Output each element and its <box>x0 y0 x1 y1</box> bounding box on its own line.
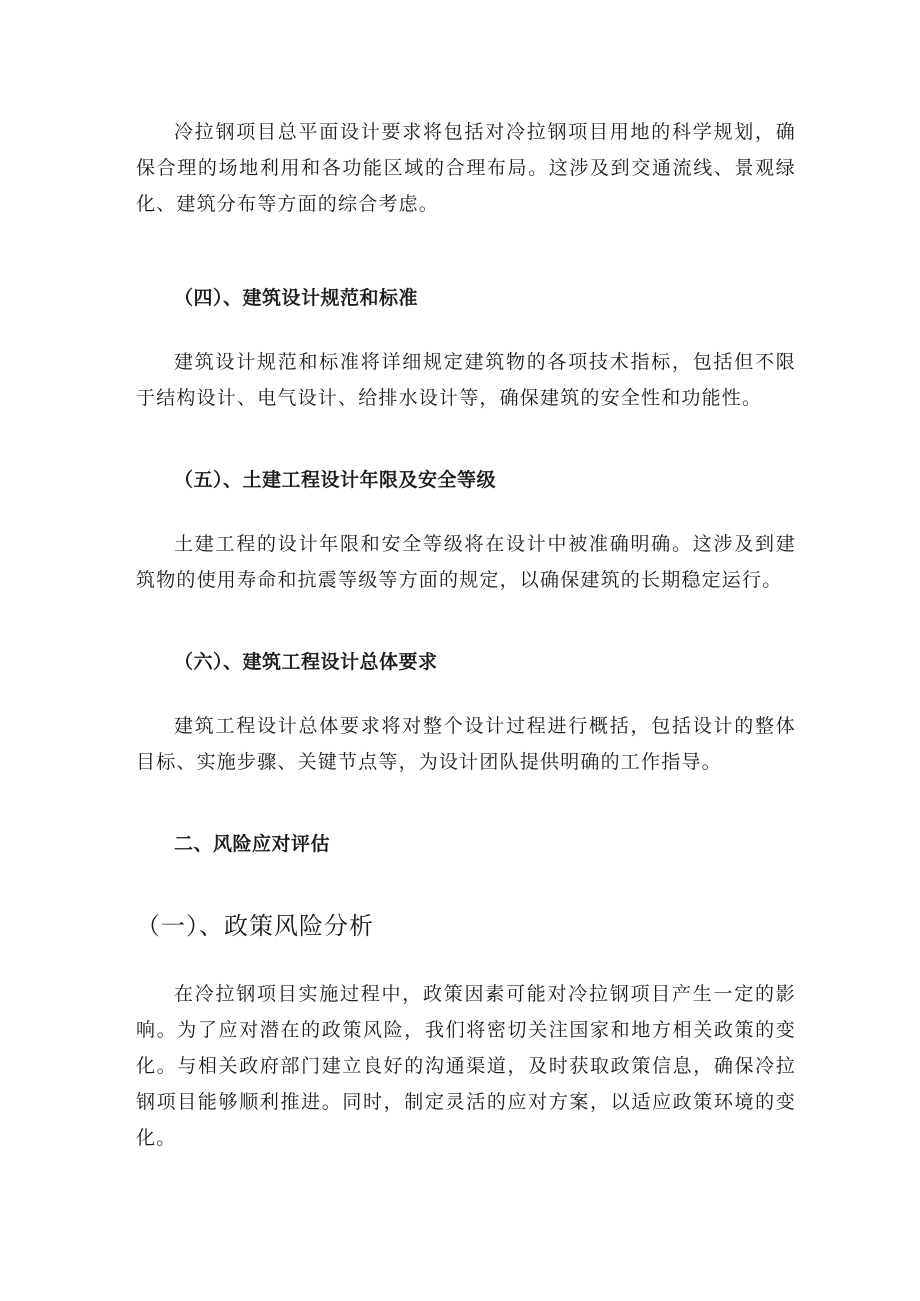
paragraph-policy-risk <box>136 976 796 1156</box>
paragraph-text: 冷拉钢项目总平面设计要求将包括对冷拉钢项目用地的科学规划，确保合理的场地利用和各功能区域的合理布局。这涉及到交通流线、景观绿化、建筑分布等方面的综合考虑。 <box>136 121 796 215</box>
chapter-heading: 二、风险应对评估 <box>174 833 331 855</box>
heading-policy-risk <box>136 906 796 946</box>
subsection-heading: （一）、政策风险分析 <box>136 912 374 940</box>
paragraph-overall-requirements <box>136 708 796 780</box>
heading-civil-engineering <box>136 462 796 498</box>
paragraph-building-standards <box>136 344 796 416</box>
paragraph-text: 土建工程的设计年限和安全等级将在设计中被准确明确。这涉及到建筑物的使用寿命和抗震等级等方面的规定，以确保建筑的长期稳定运行。 <box>136 533 796 591</box>
paragraph-text: 建筑工程设计总体要求将对整个设计过程进行概括，包括设计的整体目标、实施步骤、关键节点等，为设计团队提供明确的工作指导。 <box>136 715 796 773</box>
paragraph-text: 建筑设计规范和标准将详细规定建筑物的各项技术指标，包括但不限于结构设计、电气设计、给排水设计等，确保建筑的安全性和功能性。 <box>136 351 796 409</box>
heading-building-standards <box>136 280 796 316</box>
section-heading: （四）、建筑设计规范和标准 <box>174 287 419 309</box>
section-heading: （六）、建筑工程设计总体要求 <box>174 651 438 673</box>
heading-risk-assessment <box>136 826 796 862</box>
heading-overall-requirements <box>136 644 796 680</box>
section-heading: （五）、土建工程设计年限及安全等级 <box>174 469 497 491</box>
paragraph-civil-engineering <box>136 526 796 598</box>
paragraph-text: 在冷拉钢项目实施过程中，政策因素可能对冷拉钢项目产生一定的影响。为了应对潜在的政策风险，我们将密切关注国家和地方相关政策的变化。与相关政府部门建立良好的沟通渠道，及时获取政策信息，确保冷拉钢项目能够顺利推进。同时，制定灵活的应对方案，以适应政策环境的变化。 <box>136 983 796 1149</box>
paragraph-site-plan <box>136 114 796 222</box>
